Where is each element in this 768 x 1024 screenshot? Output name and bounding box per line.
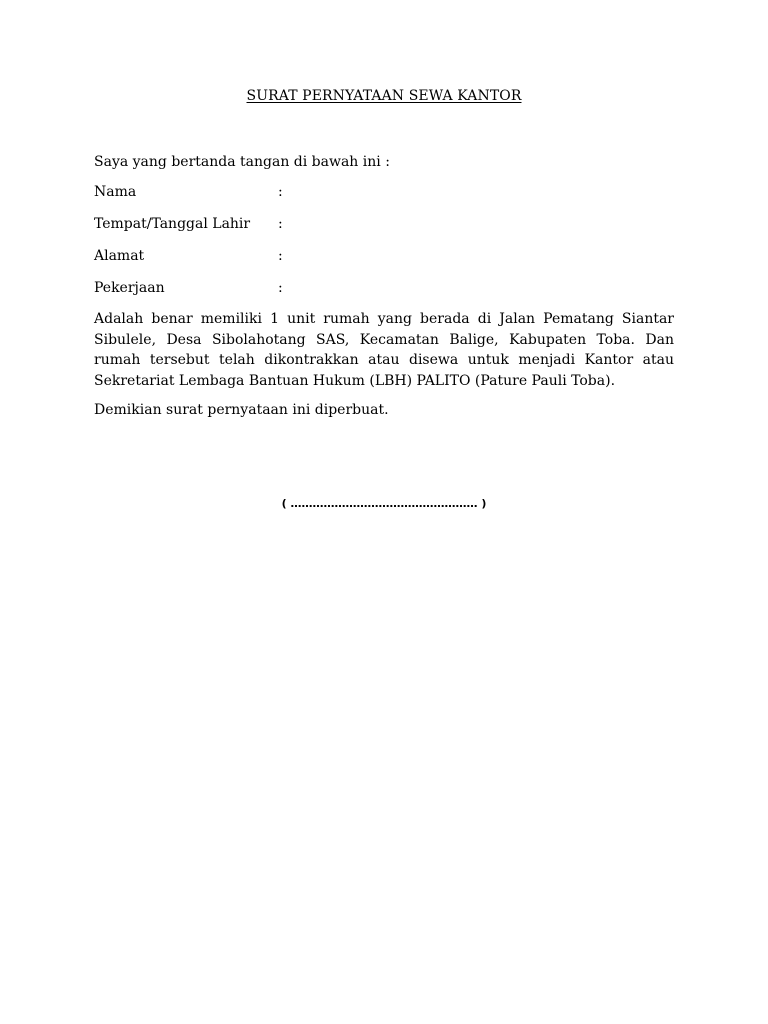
- field-colon: :: [278, 248, 283, 264]
- field-row-nama: [94, 182, 394, 202]
- field-colon: :: [278, 216, 283, 232]
- body-paragraph: Adalah benar memiliki 1 unit rumah yang berada di Jalan Pematang Siantar Sibulele, Desa Sibolahotang SAS, Kecamatan Balige, Kabupaten Toba. Dan rumah tersebut telah dikontrakkan atau disewa untuk menjadi Kantor atau Sekretariat Lembaga Bantuan Hukum (LBH) PALITO (Pature Pauli Toba).: [94, 311, 674, 389]
- intro-text: Saya yang bertanda tangan di bawah ini :: [94, 154, 390, 170]
- field-colon: :: [278, 280, 283, 296]
- field-row-tempat-tanggal-lahir: [94, 214, 394, 234]
- field-row-pekerjaan: [94, 278, 394, 298]
- signature-line: ( …………………………………………… ): [281, 497, 487, 510]
- document-title: SURAT PERNYATAAN SEWA KANTOR: [246, 88, 522, 104]
- field-label: Pekerjaan: [94, 280, 165, 296]
- field-row-alamat: [94, 246, 394, 266]
- field-label: Nama: [94, 184, 137, 200]
- closing-text: Demikian surat pernyataan ini diperbuat.: [94, 402, 389, 418]
- field-label: Tempat/Tanggal Lahir: [94, 216, 251, 232]
- field-colon: :: [278, 184, 283, 200]
- field-label: Alamat: [94, 248, 145, 264]
